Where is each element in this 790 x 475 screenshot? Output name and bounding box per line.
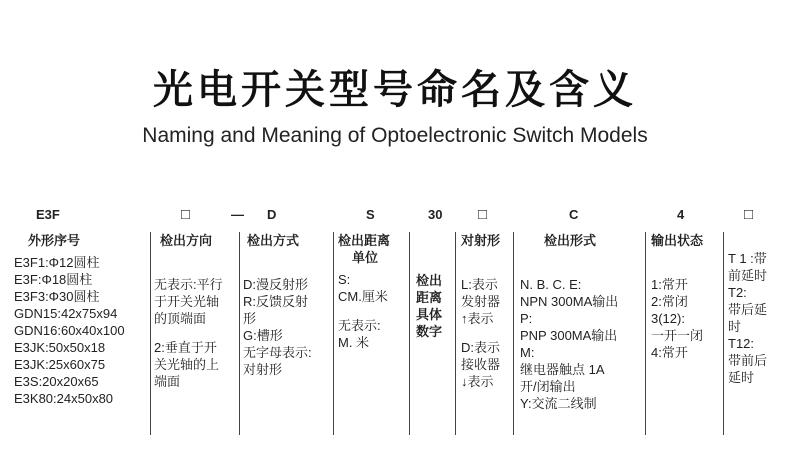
column-header: 对射形	[461, 233, 501, 248]
list-item: 形	[243, 311, 257, 326]
list-item: G:槽形	[243, 328, 283, 343]
page-title: 光电开关型号命名及含义	[153, 67, 637, 113]
list-item: S:	[338, 272, 351, 287]
column-header: 检出方式	[247, 233, 300, 248]
code-placeholder-direction: □	[181, 206, 191, 223]
code-dash: —	[231, 207, 244, 222]
column-distance-value	[416, 272, 452, 340]
list-item: 的顶端面	[154, 311, 207, 326]
list-item: M. 米	[338, 335, 370, 350]
list-item: 无表示:	[338, 318, 381, 333]
column-distance-unit	[338, 232, 408, 351]
list-item: 2:常闭	[651, 294, 688, 309]
list-item: E3F1:Φ12圆柱	[14, 255, 100, 270]
list-item: E3K80:24x50x80	[14, 391, 114, 406]
list-item: 距离	[416, 290, 443, 305]
list-item: 于开关光轴	[154, 294, 220, 309]
column-header: 检出距离	[338, 233, 391, 248]
list-item: 带前后	[728, 353, 768, 368]
list-item: R:反馈反射	[243, 294, 309, 309]
list-item: NPN 300MA输出	[520, 294, 619, 309]
list-item: ↓表示	[461, 374, 494, 389]
code-distance: 30	[428, 207, 443, 222]
list-item: PNP 300MA输出	[520, 328, 618, 343]
list-item: 具体	[416, 307, 443, 322]
list-item: 前延时	[728, 268, 768, 283]
code-output-state: 4	[677, 207, 685, 222]
column-header: 输出状态	[651, 233, 704, 248]
list-item: 检出	[416, 273, 443, 288]
list-item: 接收器	[461, 357, 501, 372]
column-header: 单位	[352, 250, 379, 265]
list-item: 无表示:平行	[154, 277, 223, 292]
code-placeholder-delay: □	[744, 206, 754, 223]
column-method	[243, 232, 331, 378]
page-subtitle: Naming and Meaning of Optoelectronic Switch Models	[142, 124, 648, 147]
code-unit: S	[366, 207, 375, 222]
list-item: Y:交流二线制	[520, 396, 597, 411]
list-item: CM.厘米	[338, 289, 388, 304]
column-through-beam	[461, 232, 513, 390]
list-item: 继电器触点 1A	[520, 362, 605, 377]
list-item: T12:	[728, 336, 755, 351]
column-divider	[409, 232, 410, 435]
code-method: D	[267, 207, 277, 222]
column-divider	[239, 232, 240, 435]
column-divider	[150, 232, 151, 435]
list-item: 开/闭输出	[520, 379, 576, 394]
list-item: N. B. C. E:	[520, 277, 582, 292]
list-item: E3S:20x20x65	[14, 374, 99, 389]
column-divider	[645, 232, 646, 435]
list-item: 对射形	[243, 362, 283, 377]
code-output-form: C	[569, 207, 579, 222]
list-item: 发射器	[461, 294, 501, 309]
column-output-form	[520, 232, 644, 412]
list-item: 2:垂直于开	[154, 340, 217, 355]
list-item: 带后延	[728, 302, 768, 317]
code-placeholder-through-beam: □	[478, 206, 488, 223]
list-item: 4:常开	[651, 345, 688, 360]
column-divider	[333, 232, 334, 435]
list-item: T2:	[728, 285, 747, 300]
column-direction	[154, 232, 238, 390]
column-delay	[728, 250, 784, 386]
list-item: E3F3:Φ30圆柱	[14, 289, 100, 304]
list-item: P:	[520, 311, 533, 326]
column-output-state	[651, 232, 721, 361]
column-divider	[723, 232, 724, 435]
column-divider	[455, 232, 456, 435]
list-item: 3(12):	[651, 311, 685, 326]
list-item: 数字	[416, 324, 443, 339]
list-item: 一开一闭	[651, 328, 704, 343]
list-item: GDN16:60x40x100	[14, 323, 125, 338]
list-item: T 1 :带	[728, 251, 767, 266]
list-item: 无字母表示:	[243, 345, 312, 360]
list-item: 端面	[154, 374, 181, 389]
column-header: 检出方向	[160, 233, 213, 248]
list-item: L:表示	[461, 277, 498, 292]
list-item: D:表示	[461, 340, 501, 355]
column-divider	[513, 232, 514, 435]
list-item: 延时	[728, 370, 755, 385]
list-item: D:漫反射形	[243, 277, 309, 292]
list-item: 1:常开	[651, 277, 688, 292]
list-item: M:	[520, 345, 535, 360]
list-item: ↑表示	[461, 311, 494, 326]
list-item: E3JK:25x60x75	[14, 357, 106, 372]
list-item: E3F:Φ18圆柱	[14, 272, 93, 287]
list-item: 关光轴的上	[154, 357, 220, 372]
list-item: GDN15:42x75x94	[14, 306, 118, 321]
column-header: 外形序号	[28, 233, 81, 248]
column-header: 检出形式	[544, 233, 597, 248]
column-shape	[14, 232, 148, 407]
list-item: 时	[728, 319, 742, 334]
list-item: E3JK:50x50x18	[14, 340, 106, 355]
code-series: E3F	[36, 207, 60, 222]
